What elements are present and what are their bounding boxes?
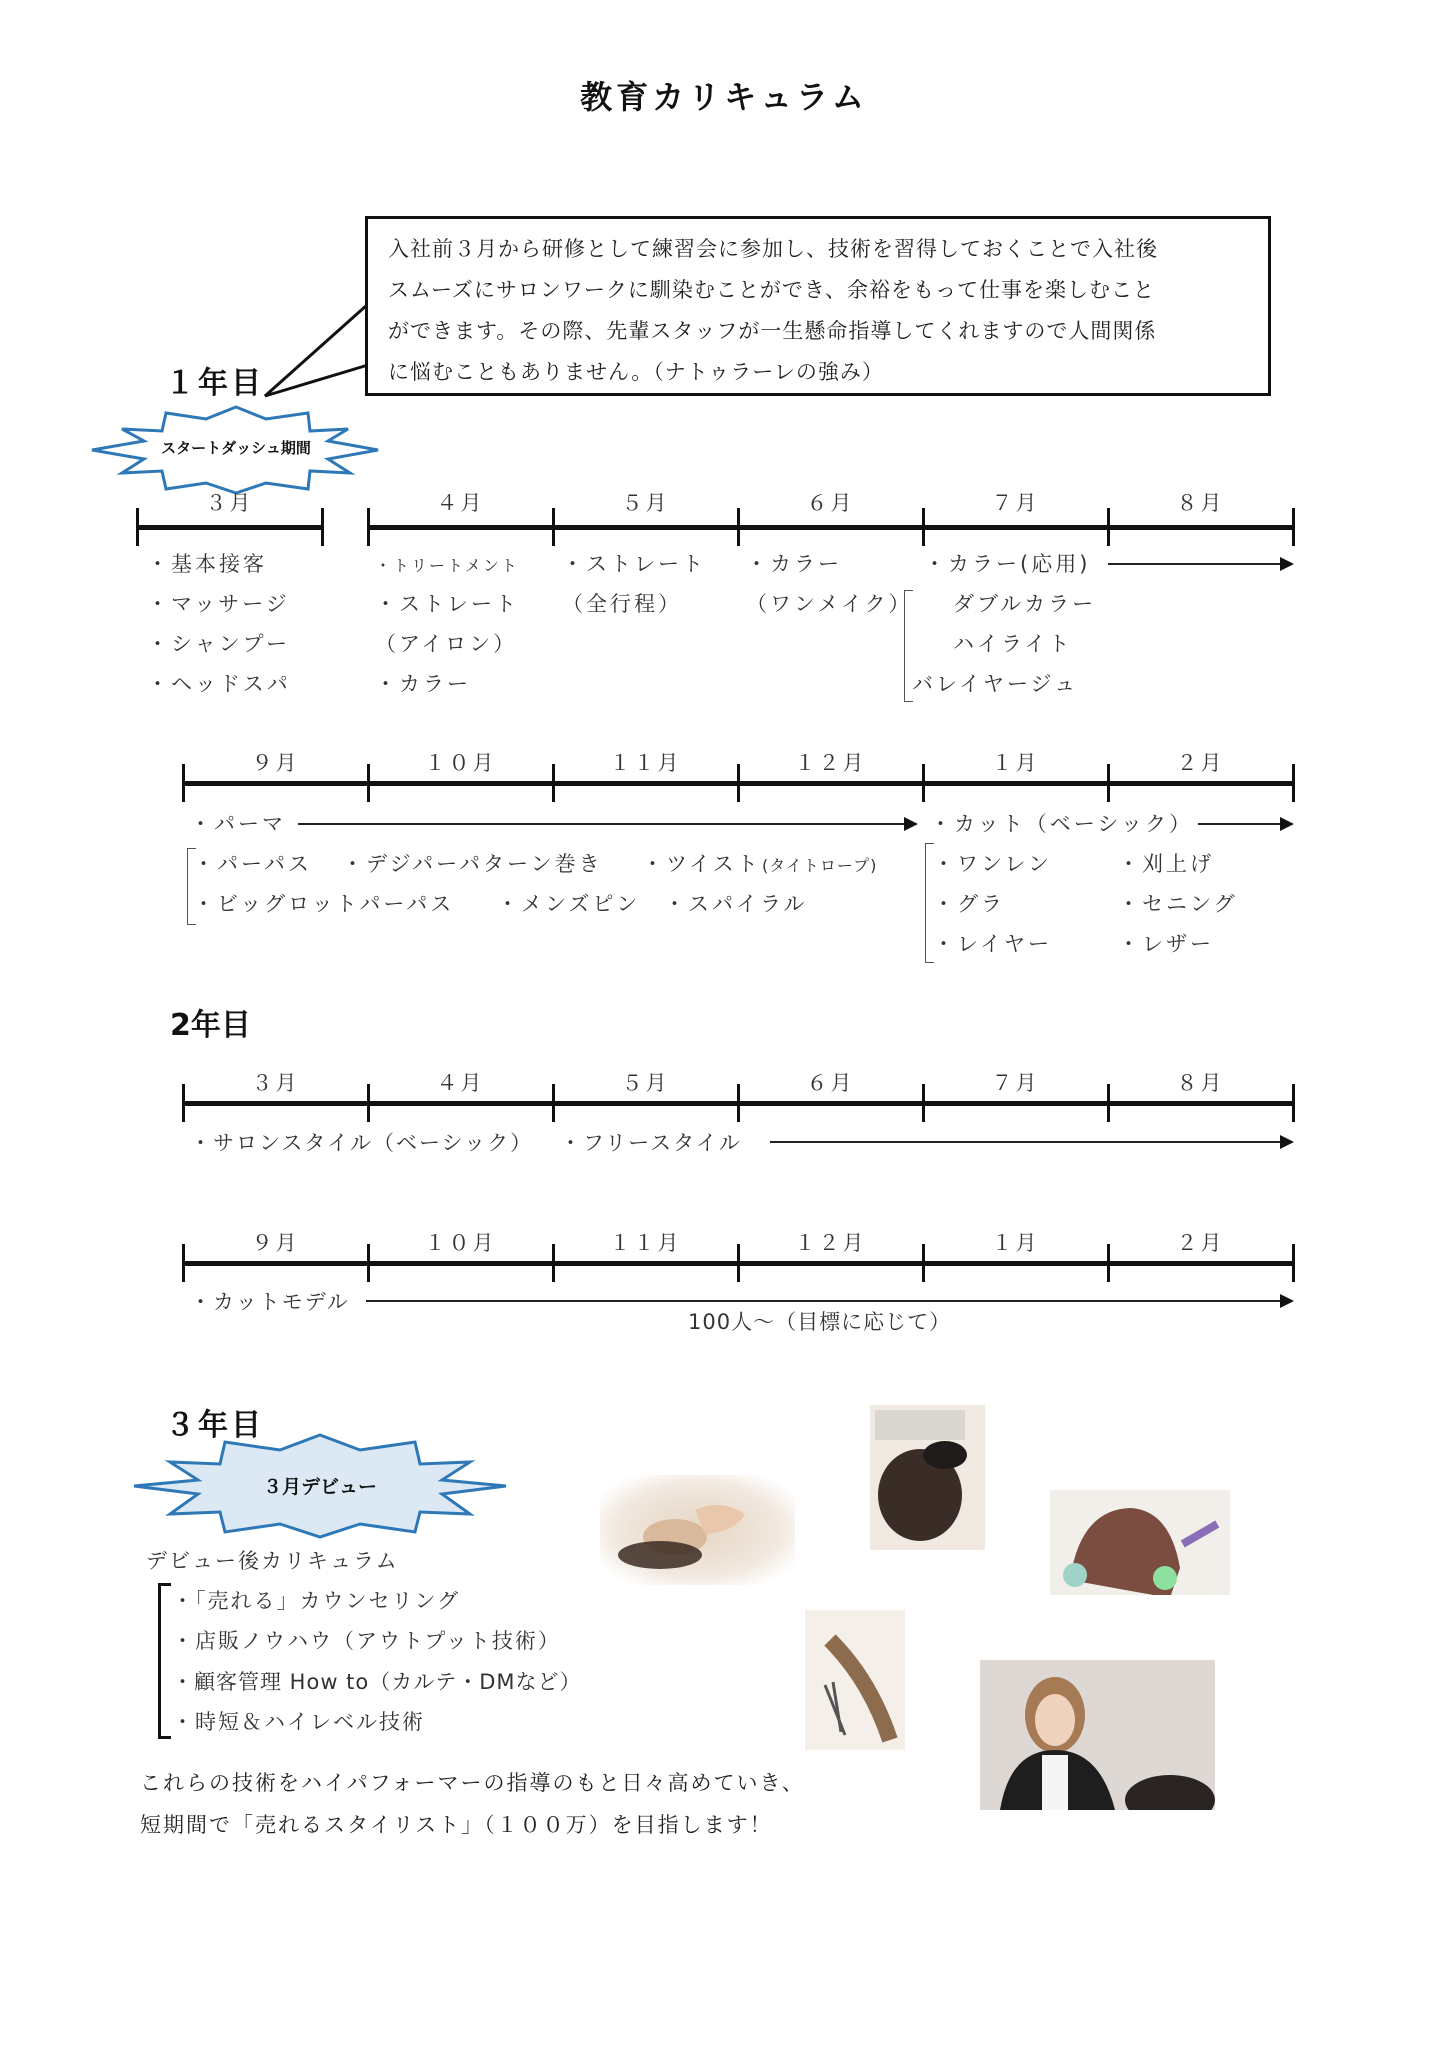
curriculum-item: ・メンズピン <box>497 892 641 916</box>
month-label: ８月 <box>1176 1071 1225 1095</box>
shampoo-photo <box>600 1475 795 1585</box>
month-label: １１月 <box>609 1231 682 1255</box>
curriculum-item: ダブルカラー <box>953 592 1097 616</box>
month-label: １１月 <box>609 751 682 775</box>
arrow-right-icon <box>904 817 918 831</box>
month-label: ６月 <box>806 1071 855 1095</box>
curriculum-item: ・時短＆ハイレベル技術 <box>172 1710 425 1734</box>
curriculum-item: ・「売れる」カウンセリング <box>172 1589 461 1613</box>
month-label: ７月 <box>991 1071 1040 1095</box>
closing-line: 短期間で「売れるスタイリスト」（１００万）を目指します！ <box>140 1813 773 1837</box>
curriculum-item-note: (タイトロープ) <box>762 856 878 875</box>
curriculum-item: ・パーマ <box>190 812 286 836</box>
curriculum-item: ・ビッグロットパーパス <box>193 892 455 916</box>
month-label: ３月 <box>205 491 254 515</box>
month-label: ９月 <box>251 1231 300 1255</box>
arrow-line <box>770 1141 1283 1143</box>
curriculum-item: ・カラー(応用) <box>924 552 1091 576</box>
closing-text <box>140 1762 805 1846</box>
arrow-right-icon <box>1280 817 1294 831</box>
curriculum-item: ・ヘッドスパ <box>147 672 291 696</box>
post-debut-subtitle: デビュー後カリキュラム <box>146 1549 399 1573</box>
curriculum-item: ・マッサージ <box>147 592 290 616</box>
month-label: ８月 <box>1176 491 1225 515</box>
year2-heading: 2年目 <box>170 1008 251 1043</box>
curriculum-item: ・ストレート <box>375 592 519 616</box>
arrow-line <box>366 1300 1283 1302</box>
month-label: ５月 <box>621 1071 670 1095</box>
bracket <box>158 1583 171 1739</box>
curriculum-item: ・ストレート <box>562 552 706 576</box>
month-label: ４月 <box>436 491 485 515</box>
curriculum-item: ・パーパス <box>193 852 312 876</box>
curriculum-item: ・グラ <box>933 892 1005 916</box>
curriculum-item: ・カラー <box>746 552 842 576</box>
callout-line: に悩むこともありません。（ナトゥラーレの強み） <box>388 360 884 384</box>
curriculum-item: ・ワンレン <box>933 852 1052 876</box>
curriculum-item: ・フリースタイル <box>560 1131 742 1155</box>
month-label: ２月 <box>1176 751 1225 775</box>
arrow-right-icon <box>1280 1135 1294 1149</box>
curriculum-item: ハイライト <box>953 632 1073 656</box>
curriculum-item: バレイヤージュ <box>912 672 1079 696</box>
target-note: 100人～（目標に応じて） <box>688 1310 952 1334</box>
curriculum-item: （全行程） <box>562 592 682 616</box>
scissors-cut-photo <box>805 1610 905 1750</box>
curriculum-item: ・顧客管理 How to（カルテ・DMなど） <box>172 1670 582 1694</box>
curriculum-item: （アイロン） <box>375 632 518 656</box>
timeline-bar <box>368 525 1294 530</box>
color-application-photo <box>870 1405 985 1550</box>
month-label: ４月 <box>436 1071 485 1095</box>
year1-heading: １年目 <box>165 366 264 401</box>
debut-label: ３月デビュー <box>262 1476 377 1498</box>
curriculum-item: ・レイヤー <box>933 932 1052 956</box>
month-label: １２月 <box>794 751 867 775</box>
month-label: ７月 <box>991 491 1040 515</box>
month-label: ５月 <box>621 491 670 515</box>
curriculum-item: ・セニング <box>1118 892 1238 916</box>
month-label: １２月 <box>794 1231 867 1255</box>
month-label: １０月 <box>424 1231 497 1255</box>
curriculum-item: ・レザー <box>1118 932 1214 956</box>
curriculum-item: ・トリートメント <box>375 556 519 575</box>
curriculum-item: ・カットモデル <box>190 1290 350 1314</box>
month-label: １月 <box>991 1231 1040 1255</box>
page-title: 教育カリキュラム <box>580 78 868 116</box>
stylist-photo <box>980 1660 1215 1810</box>
curriculum-item: ・デジパーパターン巻き <box>342 852 603 876</box>
month-label: ２月 <box>1176 1231 1225 1255</box>
callout-line: 入社前３月から研修として練習会に参加し、技術を習得しておくことで入社後 <box>388 237 1158 261</box>
arrow-line <box>1198 823 1283 825</box>
callout-line: スムーズにサロンワークに馴染むことができ、余裕をもって仕事を楽しむこと <box>388 278 1156 302</box>
start-dash-label: スタートダッシュ期間 <box>161 439 311 457</box>
curriculum-item: ・カット（ベーシック） <box>930 812 1193 836</box>
arrow-line <box>1108 563 1283 565</box>
curriculum-item: ・シャンプー <box>147 632 290 656</box>
curriculum-item: ・スパイラル <box>664 892 808 916</box>
arrow-line <box>298 823 906 825</box>
month-label: ６月 <box>806 491 855 515</box>
curriculum-item: ・基本接客 <box>147 552 267 576</box>
closing-line: これらの技術をハイパフォーマーの指導のもと日々高めていき、 <box>140 1771 805 1795</box>
timeline-bar <box>137 525 323 530</box>
year3-heading: ３年目 <box>165 1408 264 1443</box>
curriculum-item: ・店販ノウハウ（アウトプット技術） <box>172 1629 561 1653</box>
arrow-right-icon <box>1280 1294 1294 1308</box>
curriculum-item: ・ツイスト <box>642 852 761 876</box>
curriculum-item: ・刈上げ <box>1118 852 1214 876</box>
perm-rollers-photo <box>1050 1490 1230 1595</box>
intro-callout <box>365 216 1271 396</box>
arrow-right-icon <box>1280 557 1294 571</box>
curriculum-item: ・カラー <box>375 672 471 696</box>
month-label: １０月 <box>424 751 497 775</box>
month-label: １月 <box>991 751 1040 775</box>
curriculum-item: ・サロンスタイル（ベーシック） <box>190 1131 534 1155</box>
month-label: ３月 <box>251 1071 300 1095</box>
callout-line: ができます。その際、先輩スタッフが一生懸命指導してくれますので人間関係 <box>388 319 1157 343</box>
month-label: ９月 <box>251 751 300 775</box>
curriculum-item: （ワンメイク） <box>746 592 913 616</box>
